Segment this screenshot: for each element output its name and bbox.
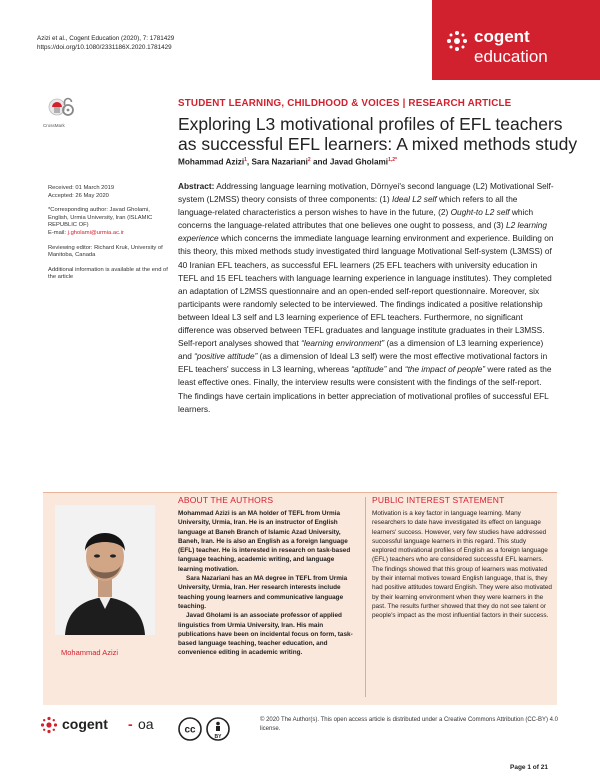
footer-brand-name: cogent bbox=[62, 716, 108, 732]
cc-label: cc bbox=[184, 724, 196, 736]
page-number: Page 1 of 21 bbox=[510, 764, 548, 771]
abstract: Abstract: Addressing language learning motivation, Dörnyei's second language (L2) Motivational Self-system (L2MSS) theory consists of three components: (1) Ideal L2 self which refers to all the language-related characteristics a person wishes to have in the future, (2) Ought-to L2 self which concerns the language-related attributes that one believes one ought to possess, and (3) L2 learning experience which concerns the immediate language learning environment and experience. Building on this theory, this mixed methods study investigated third language Motivational Self-system (L3MSS) of 40 Iranian EFL teachers, as successful EFL learners (25 EFL teachers with university education in TEFL and 15 EFL teachers with language learning experience in language institutes). They completed an adaptation of L2MSS questionnaire and an open-ended self-report questionnaire. Moreover, six participants were randomly selected to be interviewed. The findings indicated a positive relationship between Ideal L3 self and L3 learning experience of EFL teachers. Furthermore, no significant difference was observed between TEFL graduates and language institute graduates in their L3MSS. Self-report analyses showed that “learning environment” (as a dimension of L3 learning experience) and “positive attitude” (as a dimension of Ideal L3 self) were the most effective motivational factors in EFL teachers' success in L3 learning, whereas “aptitude” and “the impact of people” were rated as the least effective ones. Finally, the interview results were consistent with the findings of the self-report. The findings have certain implications in better appreciation of motivational profiles of successful EFL learners. bbox=[178, 181, 554, 414]
author-affiliation-sup: 1 bbox=[244, 157, 247, 163]
article-info-sidebar bbox=[48, 185, 170, 289]
about-authors-heading: ABOUT THE AUTHORS bbox=[178, 495, 274, 505]
about-paragraph: Mohammad Azizi is an MA holder of TEFL from Urmia University, Urmia, Iran. He is an instructor of English language at Baneh Branch of Islamic Azad University, Baneh, Iran. He is also an English as a foreign language (EFL) teacher. He is interested in research on task-based language teaching, academic writing, and language learning motivation. bbox=[178, 510, 351, 573]
license-text: © 2020 The Author(s). This open access article is distributed under a Creative Commons Attribution (CC-BY) 4.0 license. bbox=[260, 717, 559, 732]
public-interest-body: Motivation is a key factor in language learning. Many researchers to date have investigated its effect on language learners' success. However, very few studies have addressed successful language learners in this regard. This study explored motivational profiles of English as a foreign language (EFL) teachers who are considered successful EFL learners. The findings showed that this group of learners was motivated by their internal motives toward English language, that is, they had positive attitudes toward English. They were also motivated by their learning environment when they were learners in the past. The results further showed that they do not see talent or people's impact as the most influential factors in their success. bbox=[372, 510, 552, 620]
cogent-logo-icon bbox=[446, 30, 468, 52]
article-title: Exploring L3 motivational profiles of EFL teachers as successful EFL learners: A mixed methods study bbox=[178, 114, 578, 154]
author-affiliation-sup: 2 bbox=[307, 157, 311, 163]
public-interest-heading: PUBLIC INTEREST STATEMENT bbox=[372, 495, 505, 505]
doi-link[interactable]: https://doi.org/10.1080/2331186X.2020.1781429 bbox=[37, 44, 172, 51]
open-access-icon bbox=[61, 97, 75, 117]
brand-name: cogent bbox=[474, 27, 530, 46]
cogent-oa-logo-icon bbox=[40, 716, 58, 734]
author-affiliation-sup: 1,2* bbox=[388, 157, 397, 163]
citation-header bbox=[37, 34, 174, 52]
about-authors-body bbox=[178, 509, 358, 658]
attribution-by-icon[interactable] bbox=[206, 717, 230, 741]
journal-brand[interactable] bbox=[432, 0, 600, 80]
author-name[interactable]: Sara Nazariani bbox=[251, 157, 308, 167]
author-photo bbox=[55, 505, 155, 635]
creative-commons-icon[interactable] bbox=[178, 717, 202, 741]
authors-and: and bbox=[312, 157, 328, 167]
panel-top-divider bbox=[43, 492, 557, 493]
panel-column-divider bbox=[365, 497, 366, 697]
photo-caption: Mohammad Azizi bbox=[61, 648, 119, 657]
crossmark-label: CrossMark bbox=[43, 123, 65, 128]
about-paragraph: Sara Nazariani has an MA degree in TEFL from Urmia University, Urmia, Iran. Her research interests include teaching young learners and communicative language teaching. bbox=[178, 575, 348, 610]
footer-brand-oa: oa bbox=[138, 716, 154, 732]
cogent-oa-logo[interactable] bbox=[40, 715, 170, 737]
section-label: STUDENT LEARNING, CHILDHOOD & VOICES | RESEARCH ARTICLE bbox=[178, 98, 512, 109]
footer-brand-dash: - bbox=[128, 716, 133, 732]
additional-info: Additional information is available at the end of the article bbox=[48, 266, 168, 281]
by-label: BY bbox=[214, 734, 222, 740]
reviewing-editor: Reviewing editor: Richard Kruk, University of Manitoba, Canada bbox=[48, 244, 163, 259]
abstract-label: Abstract: bbox=[178, 181, 215, 191]
brand-subname: education bbox=[474, 47, 548, 66]
author-name[interactable]: Javad Gholami bbox=[329, 157, 389, 167]
email-link[interactable]: j.gholami@urmia.ac.ir bbox=[67, 229, 124, 236]
about-paragraph: Javad Gholami is an associate professor of applied linguistics from Urmia University, Iran. His main publications have been on incidental focus on form, task-based language teaching, teacher education, and convenience editing in academic writing. bbox=[178, 612, 353, 657]
received-date: Received: 01 March 2019 Accepted: 26 May 2020 bbox=[48, 185, 115, 199]
citation-line-1: Azizi et al., Cogent Education (2020), 7: 1781429 bbox=[37, 35, 175, 42]
author-list: Mohammad Azizi$^1$, Sara Nazariani$^2$ and Javad Gholami$^{1,2*}$ bbox=[178, 157, 397, 167]
corresponding-author: *Corresponding author: Javad Gholami, English, Urmia University, Iran (ISLAMIC REPUBLIC OF) E-mail: j.gholami@urmia.ac.ir bbox=[48, 207, 153, 236]
author-name[interactable]: Mohammad Azizi bbox=[178, 157, 245, 167]
